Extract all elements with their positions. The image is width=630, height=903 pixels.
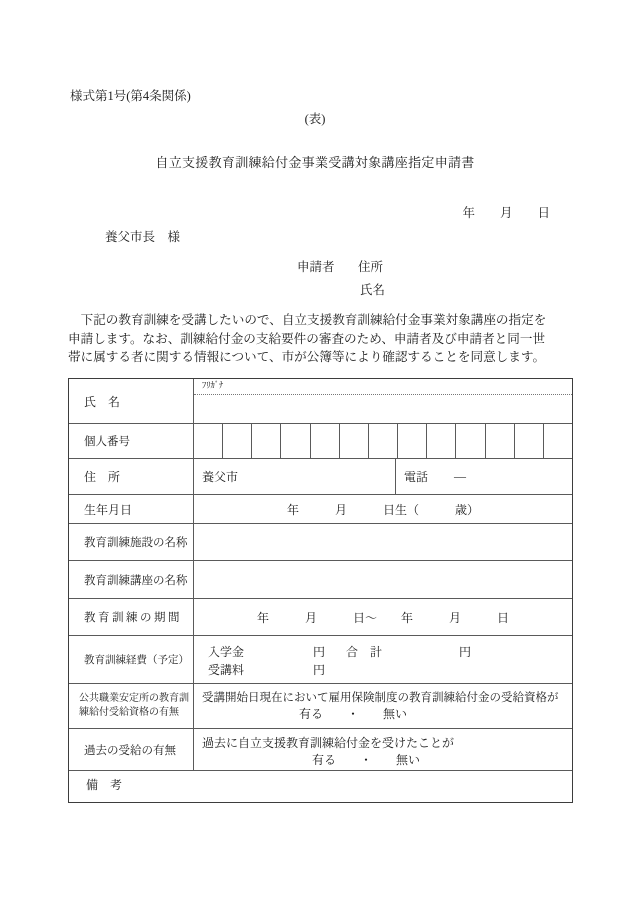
- address-label: 住 所: [69, 459, 194, 494]
- personal-number-box[interactable]: [368, 424, 397, 458]
- entrance-fee-label: 入学金: [208, 645, 245, 659]
- personal-number-label: 個人番号: [69, 424, 194, 458]
- applicant-name-label: 氏名: [360, 283, 386, 297]
- name-field[interactable]: [194, 379, 572, 423]
- birthdate-label: 生年月日: [69, 495, 194, 523]
- period-label: 教育訓練の期間: [69, 599, 194, 635]
- furigana-field[interactable]: ﾌﾘｶﾞﾅ: [194, 379, 572, 395]
- phone-field[interactable]: [396, 459, 572, 494]
- personal-number-box[interactable]: [397, 424, 426, 458]
- personal-number-boxes: [194, 424, 572, 458]
- tuition-fee-unit: 円: [313, 663, 326, 677]
- table-row-birthdate: [69, 494, 572, 523]
- table-row-course: [69, 560, 572, 598]
- period-template: 年 月 日～ 年 月 日: [256, 610, 509, 625]
- personal-number-box[interactable]: [222, 424, 251, 458]
- tuition-fee-label: 受講料: [208, 663, 245, 677]
- course-label: 教育訓練講座の名称: [69, 561, 194, 598]
- entrance-fee-unit: 円: [313, 645, 326, 659]
- past-receipt-label: 過去の受給の有無: [69, 729, 194, 770]
- form-number: 様式第1号(第4条関係): [70, 89, 191, 103]
- course-field[interactable]: [194, 561, 572, 598]
- table-row-personal-number: [69, 423, 572, 458]
- personal-number-box[interactable]: [280, 424, 309, 458]
- name-label: 氏 名: [69, 379, 194, 423]
- intro-paragraph: [68, 311, 580, 367]
- employment-insurance-label: [69, 684, 194, 728]
- birthdate-field[interactable]: [194, 495, 572, 523]
- phone-dash: ―: [454, 469, 467, 483]
- applicant-address-label: 住所: [358, 260, 384, 274]
- address-field[interactable]: [194, 459, 396, 494]
- employment-insurance-label-line1: 公共職業安定所の教育訓: [79, 693, 189, 704]
- facility-field[interactable]: [194, 524, 572, 560]
- table-row-period: [69, 598, 572, 635]
- applicant-prefix: 申請者: [297, 260, 335, 274]
- facility-label: 教育訓練施設の名称: [69, 524, 194, 560]
- application-table: [68, 378, 573, 803]
- past-receipt-statement: 過去に自立支援教育訓練給付金を受けたことが: [202, 736, 455, 750]
- date-line: 年 月 日: [462, 206, 550, 220]
- table-row-cost: [69, 635, 572, 683]
- personal-number-box[interactable]: [426, 424, 455, 458]
- page-title: 自立支援教育訓練給付金事業受講対象講座指定申請書: [155, 155, 475, 170]
- cost-line-2: [194, 661, 572, 679]
- personal-number-box[interactable]: [514, 424, 543, 458]
- intro-line-3: 帯に属する者に関する情報について、市が公簿等により確認することを同意します。: [68, 350, 546, 365]
- personal-number-box[interactable]: [485, 424, 514, 458]
- total-unit: 円: [459, 645, 472, 659]
- table-row-past-receipt: [69, 728, 572, 770]
- birthdate-template: 年 月 日生（ 歳）: [286, 502, 479, 517]
- personal-number-box[interactable]: [310, 424, 339, 458]
- cost-line-1: [194, 643, 572, 661]
- city-prefix: 養父市: [202, 470, 239, 484]
- employment-insurance-choices[interactable]: 有る ・ 無い: [299, 707, 408, 721]
- personal-number-box[interactable]: [251, 424, 280, 458]
- table-row-name: [69, 379, 572, 423]
- phone-label: 電話: [404, 470, 429, 484]
- personal-number-box[interactable]: [543, 424, 572, 458]
- table-row-address: [69, 458, 572, 494]
- total-label: 合 計: [346, 645, 383, 659]
- intro-line-1: 下記の教育訓練を受講したいので、自立支援教育訓練給付金事業対象講座の指定を: [68, 313, 547, 327]
- side-indicator: (表): [304, 112, 326, 126]
- employment-insurance-label-line2: 練給付受給資格の有無: [79, 707, 179, 718]
- addressee: 養父市長 様: [105, 230, 181, 244]
- cost-label: 教育訓練経費（予定）: [69, 636, 194, 683]
- period-field[interactable]: [194, 599, 572, 635]
- table-row-employment-insurance: [69, 683, 572, 728]
- remarks-field[interactable]: [69, 771, 572, 802]
- table-row-remarks: [69, 770, 572, 802]
- personal-number-box[interactable]: [339, 424, 368, 458]
- employment-insurance-statement: 受講開始日現在において雇用保険制度の教育訓練給付金の受給資格が: [202, 692, 559, 704]
- cost-field[interactable]: [194, 636, 572, 683]
- remarks-label: 備 考: [86, 778, 123, 792]
- intro-line-2: 申請します。なお、訓練給付金の支給要件の審査のため、申請者及び申請者と同一世: [68, 331, 546, 346]
- personal-number-box[interactable]: [194, 424, 222, 458]
- table-row-facility: [69, 523, 572, 560]
- personal-number-box[interactable]: [455, 424, 484, 458]
- past-receipt-choices[interactable]: 有る ・ 無い: [312, 753, 421, 767]
